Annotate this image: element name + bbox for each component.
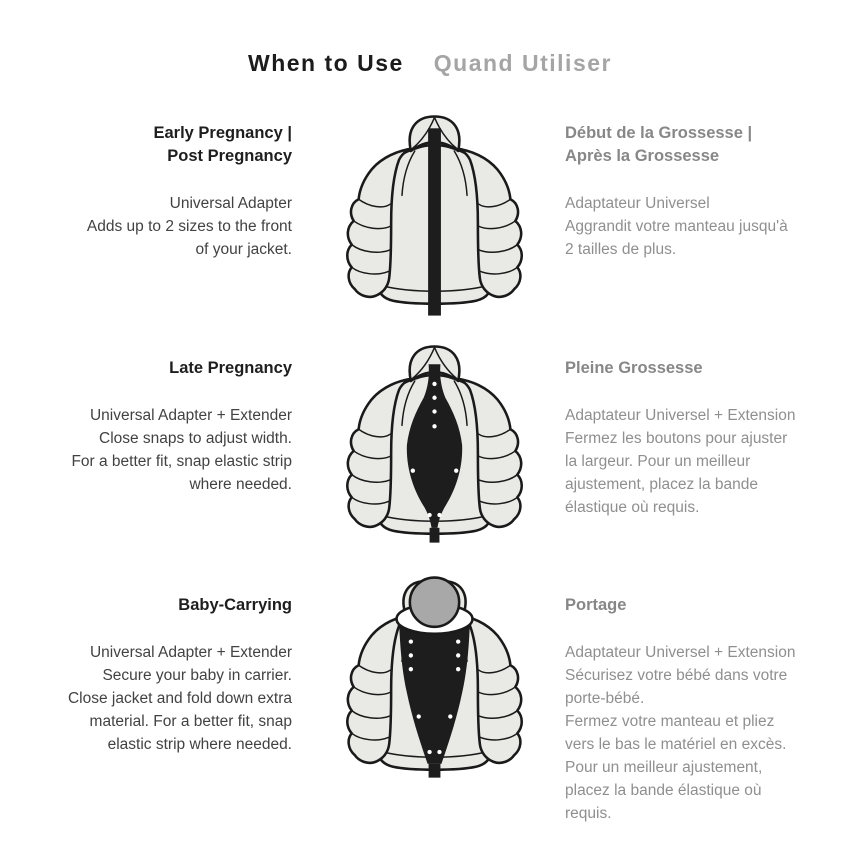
title-english: When to Use [248,50,404,76]
body-fr-early-post-pregnancy: Adaptateur Universel Aggrandit votre manteau jusqu'à 2 tailles de plus. [565,195,788,258]
jacket-adapter-illustration [332,104,539,332]
heading-fr-baby-carrying: Portage [565,596,627,614]
jacket-with-extender-panel-icon [332,334,539,562]
page-title [0,48,860,78]
adapter-strip [428,128,441,315]
heading-en-early-post-pregnancy: Early Pregnancy | Post Pregnancy [153,124,292,165]
body-fr-baby-carrying: Adaptateur Universel + Extension Sécurisez votre bébé dans votre porte-bébé. Fermez votre manteau et pliez vers le bas le matériel en excès. Pour un meilleur ajustement, placez la bande élastique où requis. [565,644,796,822]
body-fr-late-pregnancy: Adaptateur Universel + Extension Fermez les boutons pour ajuster la largeur. Pour un meilleur ajustement, placez la bande élastique où requis. [565,407,796,516]
body-en-late-pregnancy: Universal Adapter + Extender Close snaps to adjust width. For a better fit, snap elastic strip where needed. [71,407,292,493]
english-text-late-pregnancy [30,342,292,496]
jacket-extender-illustration [332,334,539,562]
french-text-early-post-pregnancy [565,112,850,261]
heading-en-late-pregnancy: Late Pregnancy [169,359,292,377]
french-text-late-pregnancy [565,342,850,519]
baby-head [410,578,459,627]
jacket-baby-carrying-icon [332,570,539,798]
usage-row-early-post-pregnancy [0,112,860,344]
heading-en-baby-carrying: Baby-Carrying [178,596,292,614]
usage-row-late-pregnancy [0,342,860,574]
heading-fr-late-pregnancy: Pleine Grossesse [565,359,703,377]
body-en-baby-carrying: Universal Adapter + Extender Secure your baby in carrier. Close jacket and fold down extra material. For a better fit, snap elastic strip where needed. [67,644,292,753]
title-french: Quand Utiliser [433,50,612,76]
jacket-babywearing-illustration [332,570,539,798]
english-text-baby-carrying [30,578,292,756]
usage-row-baby-carrying [0,578,860,860]
jacket-with-adapter-strip-icon [332,104,539,332]
body-en-early-post-pregnancy: Universal Adapter Adds up to 2 sizes to the front of your jacket. [86,195,292,258]
english-text-early-post-pregnancy [30,112,292,261]
french-text-baby-carrying [565,578,850,825]
heading-fr-early-post-pregnancy: Début de la Grossesse | Après la Grossesse [565,124,753,165]
